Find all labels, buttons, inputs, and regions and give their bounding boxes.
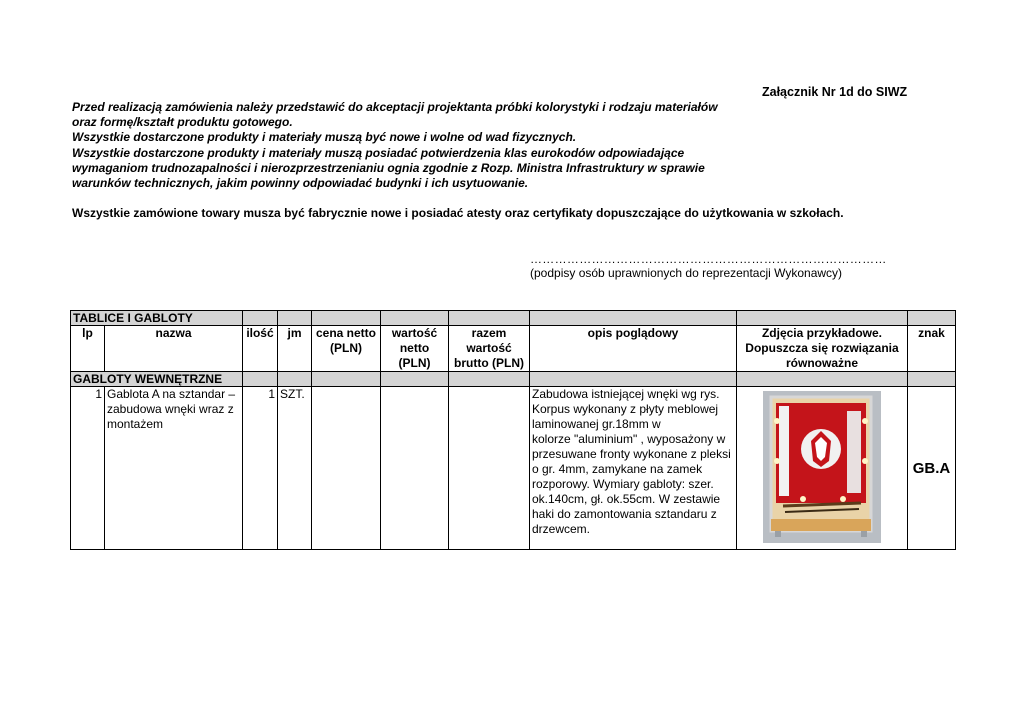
display-cabinet-photo [763,391,881,543]
header-zdjecia: Zdjęcia przykładowe. Dopuszcza się rozwiązania równoważne [737,326,908,372]
header-cena: cena netto (PLN) [312,326,381,372]
intro-line: Wszystkie dostarczone produkty i materiały muszą posiadać potwierdzenia klas eurokodów odpowiadające [72,145,685,160]
signature-label: (podpisy osób uprawnionych do reprezentacji Wykonawcy) [530,266,843,280]
header-row [71,326,956,372]
header-jm: jm [278,326,312,372]
header-lp: lp [71,326,105,372]
header-nazwa: nazwa [105,326,243,372]
section-title: TABLICE I GABLOTY [71,311,243,326]
signature-line: …………………………………………………………………………… [530,252,887,266]
opis-line: rozporowy. Wymiary gabloty: szer. [532,477,714,491]
opis-line: haki do zamontowania sztandaru z [532,507,717,521]
header-opis: opis poglądowy [530,326,737,372]
cell-wartosc [381,387,449,550]
annex-label: Załącznik Nr 1d do SIWZ [762,85,908,99]
table-row [71,387,956,550]
opis-line: przesuwane fronty wykonane z pleksi [532,447,731,461]
cell-cena [312,387,381,550]
notice-text: Wszystkie zamówione towary musza być fabrycznie nowe i posiadać atesty oraz certyfikaty dopuszczające do użytkowania w szkołach. [72,206,844,220]
subsection-row [71,372,956,387]
intro-line: Wszystkie dostarczone produkty i materiały muszą być nowe i wolne od wad fizycznych. [72,130,577,145]
opis-line: Zabudowa istniejącej wnęki wg rys. [532,387,720,401]
cell-znak: GB.A [908,387,956,550]
cell-opis [530,387,737,550]
intro-text [72,100,872,191]
intro-line: wymaganiom trudnozapalności i nierozprzestrzenianiu ognia zgodnie z Rozp. Ministra Infrastruktury w sprawie [72,160,705,175]
intro-line: warunków technicznych, jakim powinny odpowiadać budynki i ich usytuowanie. [72,176,529,191]
subsection-title: GABLOTY WEWNĘTRZNE [71,372,243,387]
opis-line: drzewcem. [532,522,591,536]
opis-line: o gr. 4mm, zamykane na zamek [532,462,703,476]
cell-photo [737,387,908,550]
header-wartosc: wartość netto (PLN) [381,326,449,372]
header-znak: znak [908,326,956,372]
opis-line: laminowanej gr.18mm w [532,417,661,431]
cell-ilosc: 1 [243,387,278,550]
opis-line: Korpus wykonany z płyty meblowej [532,402,719,416]
cell-jm: SZT. [278,387,312,550]
intro-line: Przed realizacją zamówienia należy przedstawić do akceptacji projektanta próbki kolorystyki i rodzaju materiałów [72,100,718,114]
header-razem: razem wartość brutto (PLN) [449,326,530,372]
opis-line: ok.140cm, gł. ok.55cm. W zestawie [532,492,721,506]
product-table [70,310,956,550]
section-row [71,311,956,326]
cell-nazwa: Gablota A na sztandar – zabudowa wnęki wraz z montażem [105,387,243,550]
opis-line: kolorze "aluminium" , wyposażony w [532,432,726,446]
cell-razem [449,387,530,550]
cell-lp: 1 [71,387,105,550]
header-ilosc: ilość [243,326,278,372]
intro-line: oraz formę/kształt produktu gotowego. [72,115,293,130]
